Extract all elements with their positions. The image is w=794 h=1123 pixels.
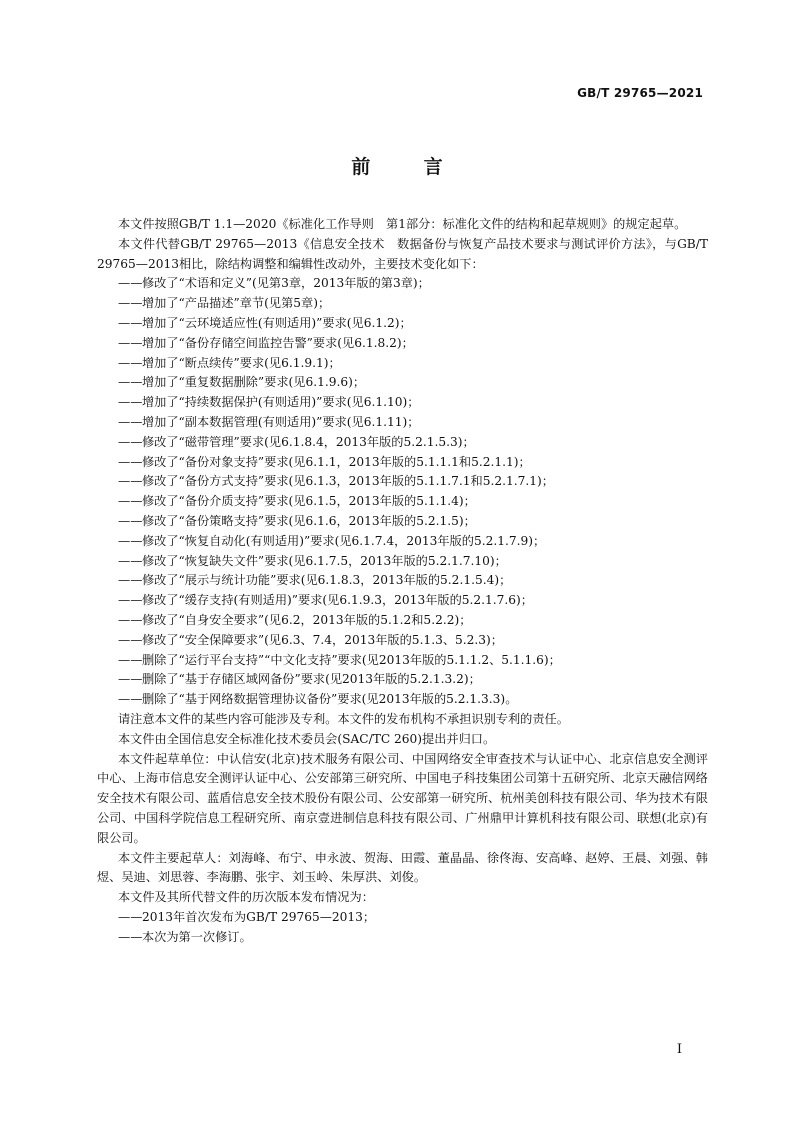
dash-marker: —— (118, 929, 143, 944)
list-item: ——修改了“安全保障要求”(见6.3、7.4，2013年版的5.1.3、5.2.3)； (118, 631, 708, 651)
paragraph-history-intro: 本文件及其所代替文件的历次版本发布情况为： (118, 890, 374, 905)
list-item: ——增加了“备份存储空间监控告警”要求(见6.1.8.2)； (118, 334, 708, 354)
dash-marker: —— (118, 276, 143, 291)
dash-marker: —— (118, 652, 143, 667)
dash-marker: —— (118, 335, 143, 350)
dash-marker: —— (118, 553, 143, 568)
history-list (118, 908, 708, 948)
dash-marker: —— (118, 513, 143, 528)
list-item: ——修改了“磁带管理”要求(见6.1.8.4，2013年版的5.2.1.5.3)； (118, 433, 708, 453)
changes-list (118, 274, 708, 710)
list-item: ——修改了“缓存支持(有则适用)”要求(见6.1.9.3，2013年版的5.2.1.7.6)； (118, 591, 708, 611)
list-item: ——修改了“备份策略支持”要求(见6.1.6，2013年版的5.2.1.5)； (118, 512, 708, 532)
dash-marker: —— (118, 593, 143, 608)
paragraph-drafters: 本文件主要起草人：刘海峰、布宁、申永波、贺海、田霞、董晶晶、徐佟海、安高峰、赵婷、王晨、刘强、韩煜、吴迪、刘思蓉、李海鹏、张宇、刘玉岭、朱厚洪、刘俊。 (97, 850, 708, 885)
dash-marker: —— (118, 692, 143, 707)
dash-marker: —— (118, 573, 143, 588)
list-item: ——修改了“备份介质支持”要求(见6.1.5，2013年版的5.1.1.4)； (118, 492, 708, 512)
dash-marker: —— (118, 612, 143, 627)
paragraph-drafting-rule: 本文件按照GB/T 1.1—2020《标准化工作导则 第1部分：标准化文件的结构和起草规则》的规定起草。 (118, 217, 687, 231)
dash-marker: —— (118, 454, 143, 469)
foreword-body (97, 215, 708, 947)
list-item: ——修改了“备份对象支持”要求(见6.1.1，2013年版的5.1.1.1和5.2.1.1)； (118, 453, 708, 473)
dash-marker: —— (118, 296, 143, 311)
paragraph-replaces: 本文件代替GB/T 29765—2013《信息安全技术 数据备份与恢复产品技术要求与测试评价方法》，与GB/T 29765—2013相比，除结构调整和编辑性改动外，主要技术变化如下： (97, 236, 708, 271)
dash-marker: —— (118, 632, 143, 647)
list-item: ——修改了“展示与统计功能”要求(见6.1.8.3，2013年版的5.2.1.5.4)； (118, 571, 708, 591)
list-item: ——本次为第一次修订。 (118, 928, 708, 948)
list-item: ——增加了“副本数据管理(有则适用)”要求(见6.1.11)； (118, 413, 708, 433)
dash-marker: —— (118, 533, 143, 548)
list-item: ——删除了“运行平台支持”“中文化支持”要求(见2013年版的5.1.1.2、5.1.1.6)； (118, 651, 708, 671)
list-item: ——增加了“产品描述”章节(见第5章)； (118, 294, 708, 314)
dash-marker: —— (118, 315, 143, 330)
dash-marker: —— (118, 375, 143, 390)
dash-marker: —— (118, 355, 143, 370)
list-item: ——修改了“备份方式支持”要求(见6.1.3，2013年版的5.1.1.7.1和5.2.1.7.1)； (118, 472, 708, 492)
dash-marker: —— (118, 414, 143, 429)
paragraph-patent-notice: 请注意本文件的某些内容可能涉及专利。本文件的发布机构不承担识别专利的责任。 (118, 711, 569, 726)
dash-marker: —— (118, 672, 143, 687)
dash-marker: —— (118, 434, 143, 449)
list-item: ——增加了“云环境适应性(有则适用)”要求(见6.1.2)； (118, 314, 708, 334)
list-item: ——修改了“恢复缺失文件”要求(见6.1.7.5，2013年版的5.2.1.7.10)； (118, 552, 708, 572)
title-char-1: 前 (351, 156, 371, 178)
dash-marker: —— (118, 395, 143, 410)
page-number: I (676, 1042, 682, 1057)
list-item: ——增加了“断点续传”要求(见6.1.9.1)； (118, 354, 708, 374)
paragraph-drafting-units: 本文件起草单位：中认信安(北京)技术服务有限公司、中国网络安全审查技术与认证中心、北京信息安全测评中心、上海市信息安全测评认证中心、公安部第三研究所、中国电子科技集团公司第十五研究所、北京天融信网络安全技术有限公司、蓝盾信息安全技术股份有限公司、公安部第一研究所、杭州美创科技有限公司、华为技术有限公司、中国科学院信息工程研究所、南京壹进制信息科技有限公司、广州鼎甲计算机科技有限公司、联想(北京)有限公司。 (97, 751, 708, 845)
list-item: ——增加了“持续数据保护(有则适用)”要求(见6.1.10)； (118, 393, 708, 413)
paragraph-proposer: 本文件由全国信息安全标准化技术委员会(SAC/TC 260)提出并归口。 (118, 731, 496, 746)
standard-code: GB/T 29765—2021 (577, 86, 703, 100)
dash-marker: —— (118, 909, 143, 924)
page-title (0, 152, 794, 179)
list-item: ——增加了“重复数据删除”要求(见6.1.9.6)； (118, 373, 708, 393)
list-item: ——修改了“恢复自动化(有则适用)”要求(见6.1.7.4，2013年版的5.2.1.7.9)； (118, 532, 708, 552)
list-item: ——修改了“术语和定义”(见第3章，2013年版的第3章)； (118, 274, 708, 294)
title-char-2: 言 (423, 156, 443, 178)
dash-marker: —— (118, 494, 143, 509)
dash-marker: —— (118, 474, 143, 489)
list-item: ——修改了“自身安全要求”(见6.2，2013年版的5.1.2和5.2.2)； (118, 611, 708, 631)
list-item: ——删除了“基于存储区域网备份”要求(见2013年版的5.2.1.3.2)； (118, 670, 708, 690)
list-item: ——2013年首次发布为GB/T 29765—2013； (118, 908, 708, 928)
list-item: ——删除了“基于网络数据管理协议备份”要求(见2013年版的5.2.1.3.3)。 (118, 690, 708, 710)
